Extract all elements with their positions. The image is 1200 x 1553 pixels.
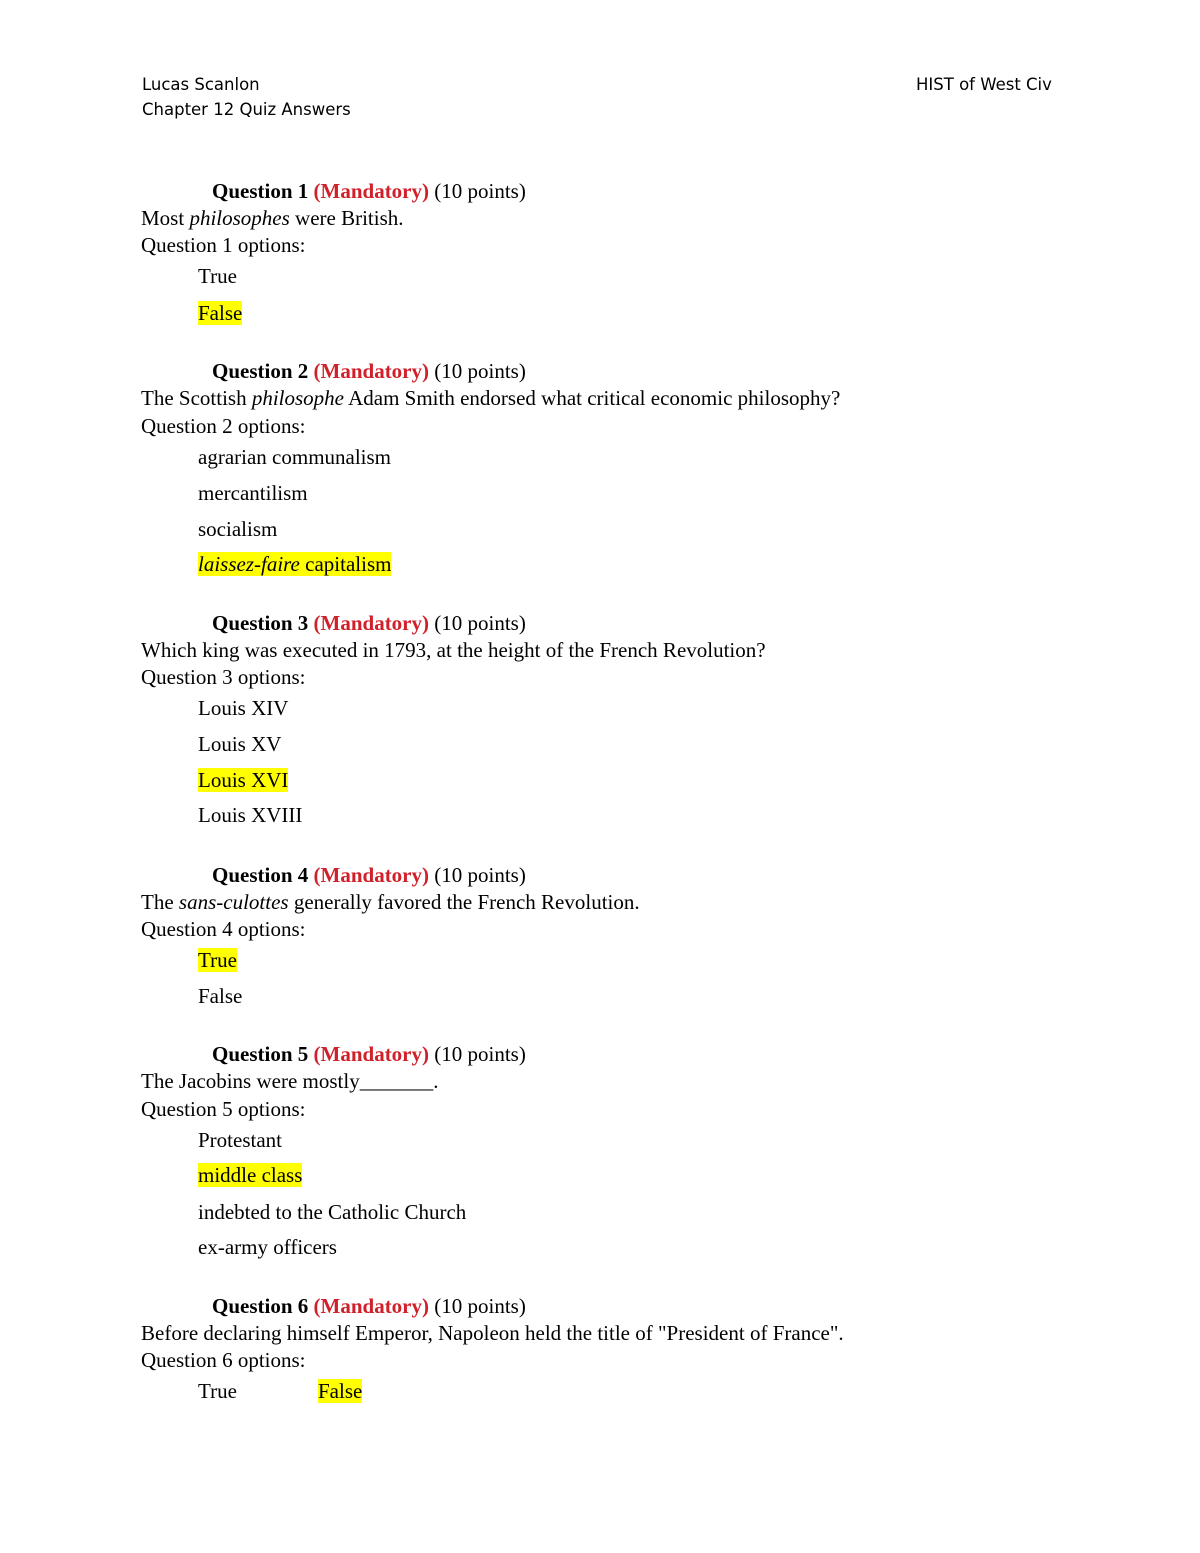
- answer-highlight: False: [318, 1379, 363, 1403]
- document-title: Chapter 12 Quiz Answers: [142, 100, 351, 119]
- question-5-options-label: Question 5 options:: [141, 1097, 306, 1121]
- mandatory-tag: (Mandatory): [313, 1042, 429, 1066]
- question-label: Question 2: [212, 359, 309, 383]
- question-3-option-4: Louis XVIII: [198, 803, 303, 827]
- question-4-options-label: Question 4 options:: [141, 917, 306, 941]
- question-6-option-2: [318, 1378, 362, 1405]
- mandatory-tag: (Mandatory): [313, 179, 429, 203]
- question-5-option-4: ex-army officers: [198, 1235, 337, 1259]
- question-label: Question 3: [212, 611, 309, 635]
- question-4-option-2: False: [198, 984, 243, 1008]
- header-left: [142, 75, 351, 120]
- answer-highlight: laissez-faire capitalism: [198, 552, 392, 576]
- points-tag: (10 points): [434, 359, 526, 383]
- question-2-option-2: mercantilism: [198, 481, 308, 505]
- author-name: Lucas Scanlon: [142, 75, 260, 94]
- question-6-title: [212, 1293, 526, 1320]
- question-2-option-1: agrarian communalism: [198, 445, 392, 469]
- question-4-prompt: The sans-culottes generally favored the French Revolution.: [141, 890, 640, 914]
- question-3-option-2: Louis XV: [198, 732, 282, 756]
- question-6-options-label: Question 6 options:: [141, 1348, 306, 1372]
- question-label: Question 4: [212, 863, 309, 887]
- question-3-option-3: [198, 767, 288, 794]
- points-tag: (10 points): [434, 611, 526, 635]
- question-label: Question 1: [212, 179, 309, 203]
- question-2-prompt: The Scottish philosophe Adam Smith endorsed what critical economic philosophy?: [141, 386, 841, 410]
- question-1-option-2: [198, 300, 242, 327]
- answer-highlight: Louis XVI: [198, 768, 289, 792]
- question-5-option-1: Protestant: [198, 1128, 282, 1152]
- question-5-option-2: [198, 1162, 302, 1189]
- question-5-title: [212, 1041, 526, 1068]
- question-5-prompt: The Jacobins were mostly_______.: [141, 1069, 439, 1093]
- answer-highlight: False: [198, 301, 243, 325]
- question-label: Question 5: [212, 1042, 309, 1066]
- question-2-option-3: socialism: [198, 517, 278, 541]
- question-1-option-1: True: [198, 264, 237, 288]
- question-1-prompt: Most philosophes were British.: [141, 206, 404, 230]
- question-2-title: [212, 358, 526, 385]
- mandatory-tag: (Mandatory): [313, 359, 429, 383]
- question-2-option-4: [198, 551, 391, 578]
- course-name: HIST of West Civ: [916, 75, 1052, 94]
- question-3-title: [212, 610, 526, 637]
- question-6-option-1: True: [198, 1379, 237, 1403]
- mandatory-tag: (Mandatory): [313, 863, 429, 887]
- question-3-option-1: Louis XIV: [198, 696, 289, 720]
- question-3-prompt: Which king was executed in 1793, at the height of the French Revolution?: [141, 638, 766, 662]
- question-label: Question 6: [212, 1294, 309, 1318]
- question-4-option-1: [198, 947, 237, 974]
- answer-highlight: middle class: [198, 1163, 303, 1187]
- question-6-prompt: Before declaring himself Emperor, Napoleon held the title of "President of France".: [141, 1321, 844, 1345]
- question-4-title: [212, 862, 526, 889]
- mandatory-tag: (Mandatory): [313, 611, 429, 635]
- points-tag: (10 points): [434, 863, 526, 887]
- question-1-title: [212, 178, 526, 205]
- question-2-options-label: Question 2 options:: [141, 414, 306, 438]
- points-tag: (10 points): [434, 179, 526, 203]
- mandatory-tag: (Mandatory): [313, 1294, 429, 1318]
- points-tag: (10 points): [434, 1042, 526, 1066]
- answer-highlight: True: [198, 948, 237, 972]
- question-1-options-label: Question 1 options:: [141, 233, 306, 257]
- question-3-options-label: Question 3 options:: [141, 665, 306, 689]
- points-tag: (10 points): [434, 1294, 526, 1318]
- question-5-option-3: indebted to the Catholic Church: [198, 1200, 467, 1224]
